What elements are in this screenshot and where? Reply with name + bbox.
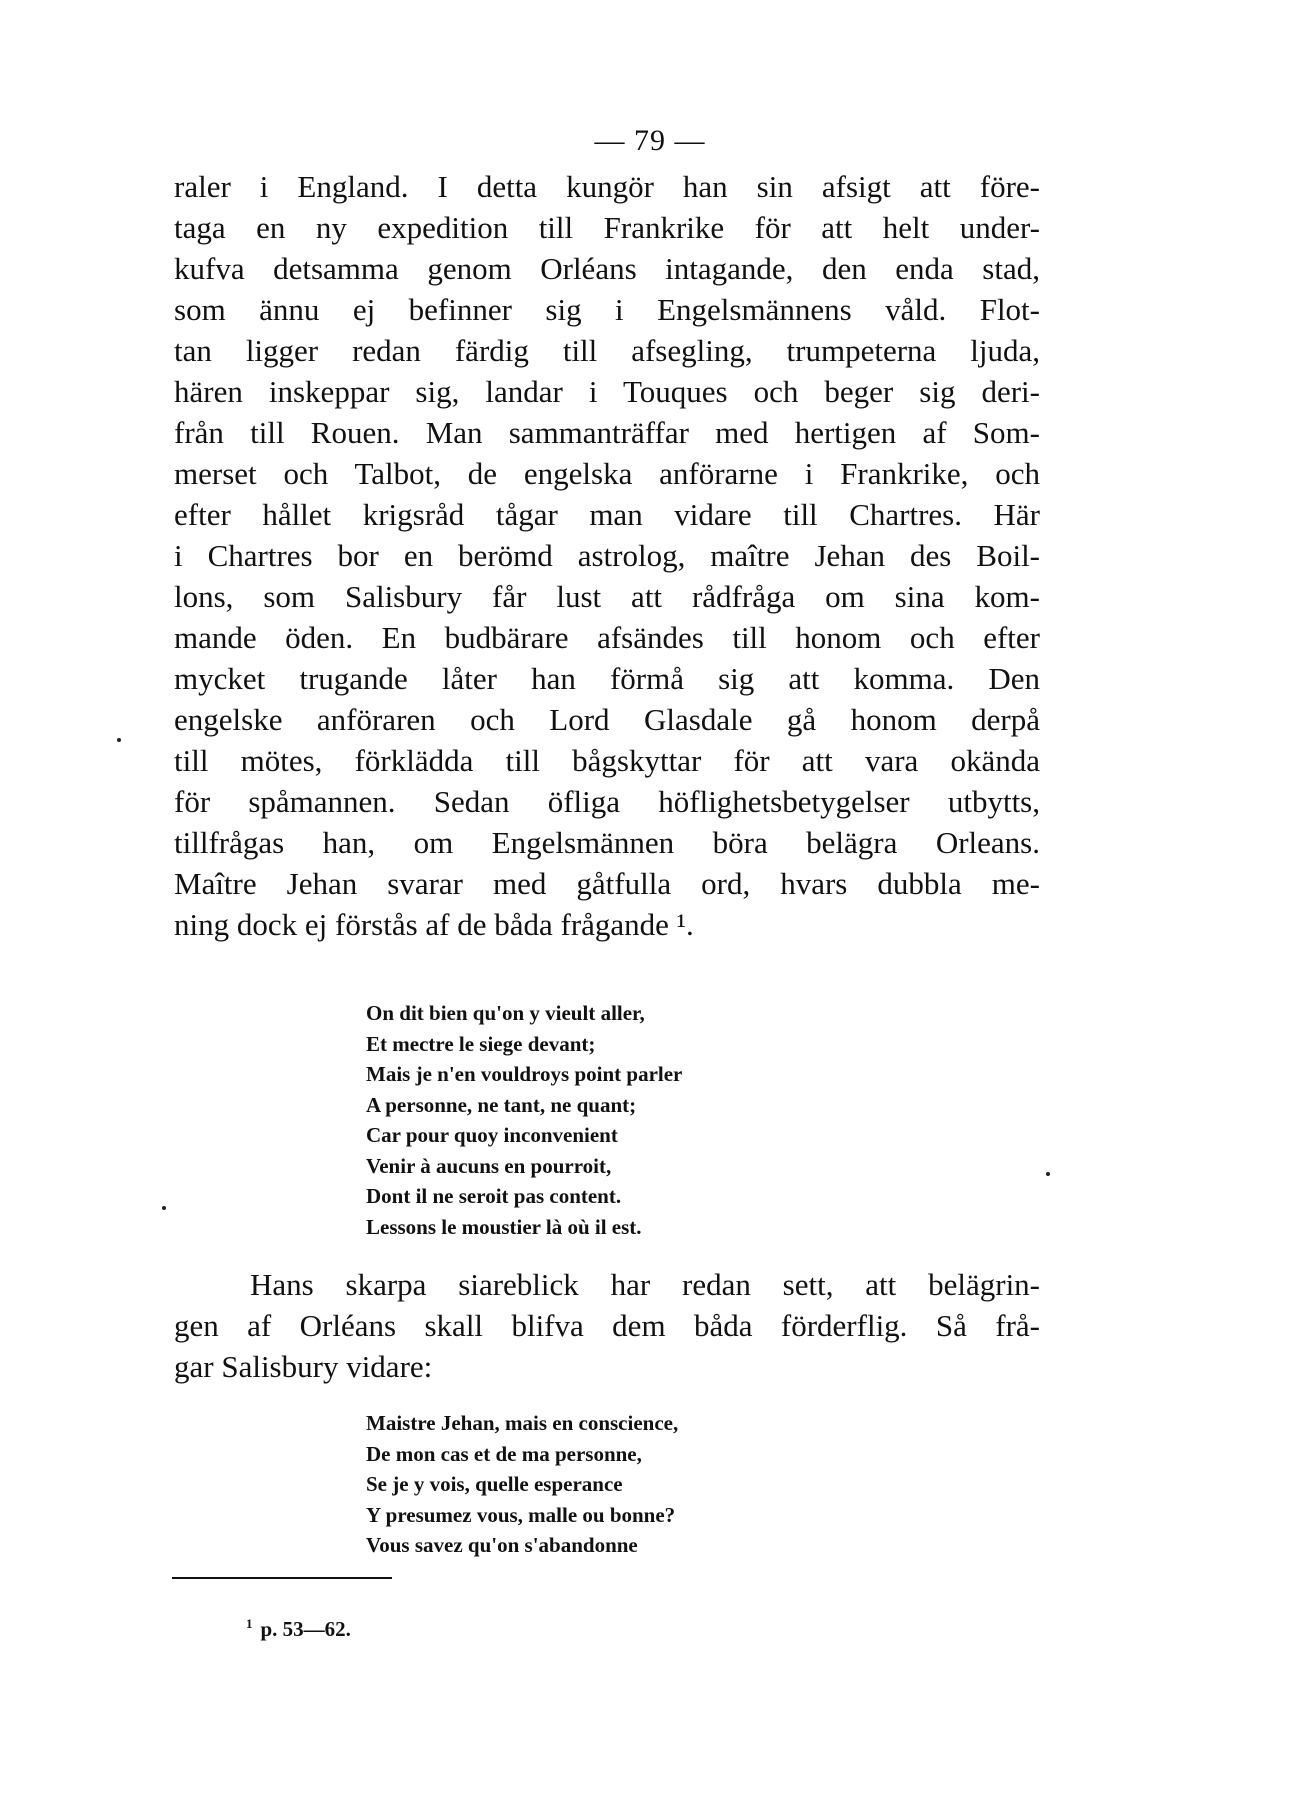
- verse-line: Se je y vois, quelle esperance: [366, 1472, 623, 1496]
- footnote-marker: 1: [246, 1616, 253, 1631]
- page-number: — 79 —: [594, 124, 706, 157]
- verse-block-1: [366, 998, 682, 1242]
- footnote: [246, 1616, 351, 1642]
- text-line: kufva detsamma genom Orléans intagande, den enda stad,: [174, 251, 1040, 286]
- verse-line: Y presumez vous, malle ou bonne?: [366, 1502, 676, 1527]
- text-line: mycket trugande låter han förmå sig att komma. Den: [174, 661, 1040, 696]
- print-speck: [1046, 1172, 1050, 1176]
- text-line: mande öden. En budbärare afsändes till honom och efter: [174, 620, 1040, 655]
- footnote-text: p. 53—62.: [260, 1617, 351, 1641]
- text-line: raler i England. I detta kungör han sin afsigt att före-: [174, 169, 1040, 204]
- text-line: Maître Jehan svarar med gåtfulla ord, hvars dubbla me-: [174, 866, 1040, 901]
- text-line: som ännu ej befinner sig i Engelsmännens våld. Flot-: [174, 292, 1040, 327]
- text-line: tan ligger redan färdig till afsegling, trumpeterna ljuda,: [174, 333, 1040, 368]
- verse-line: Car pour quoy inconvenient: [366, 1123, 618, 1147]
- text-line: taga en ny expedition till Frankrike för att helt under-: [174, 210, 1040, 245]
- verse-line: De mon cas et de ma personne,: [366, 1441, 642, 1466]
- text-line: till mötes, förklädda till bågskyttar för att vara okända: [174, 743, 1040, 778]
- footnote-rule: [172, 1577, 392, 1579]
- verse-line: Maistre Jehan, mais en conscience,: [366, 1411, 679, 1435]
- verse-line: Mais je n'en vouldroys point parler: [366, 1062, 683, 1086]
- verse-line: Et mectre le siege devant;: [366, 1031, 596, 1056]
- text-line: ning dock ej förstås af de båda frågande ¹.: [174, 907, 694, 942]
- text-line: från till Rouen. Man sammanträffar med hertigen af Som-: [174, 415, 1040, 450]
- verse-line: Venir à aucuns en pourroit,: [366, 1153, 612, 1178]
- text-line: lons, som Salisbury får lust att rådfråga om sina kom-: [174, 579, 1040, 614]
- text-line: gar Salisbury vidare:: [174, 1349, 433, 1384]
- text-line: för spåmannen. Sedan öfliga höflighetsbetygelser utbytts,: [174, 784, 1040, 819]
- text-line: Hans skarpa siareblick har redan sett, att belägrin-: [250, 1267, 1040, 1302]
- text-line: engelske anföraren och Lord Glasdale gå honom derpå: [174, 702, 1040, 737]
- verse-line: On dit bien qu'on y vieult aller,: [366, 1001, 645, 1025]
- text-line: gen af Orléans skall blifva dem båda förderflig. Så frå-: [174, 1308, 1040, 1343]
- text-line: merset och Talbot, de engelska anförarne i Frankrike, och: [174, 456, 1040, 491]
- verse-line: Dont il ne seroit pas content.: [366, 1184, 622, 1208]
- text-line: efter hållet krigsråd tågar man vidare till Chartres. Här: [174, 497, 1040, 532]
- text-line: tillfrågas han, om Engelsmännen böra belägra Orleans.: [174, 825, 1040, 860]
- verse-block-2: [366, 1408, 678, 1561]
- verse-line: Lessons le moustier là où il est.: [366, 1214, 642, 1239]
- print-speck: [162, 1206, 166, 1210]
- verse-line: Vous savez qu'on s'abandonne: [366, 1533, 638, 1557]
- text-line: i Chartres bor en berömd astrolog, maître Jehan des Boil-: [174, 538, 1040, 573]
- verse-line: A personne, ne tant, ne quant;: [366, 1092, 637, 1117]
- paragraph-2: [174, 1264, 1040, 1387]
- print-speck: [117, 738, 121, 742]
- text-line: hären inskeppar sig, landar i Touques och beger sig deri-: [174, 374, 1040, 409]
- paragraph-1: [174, 166, 1040, 945]
